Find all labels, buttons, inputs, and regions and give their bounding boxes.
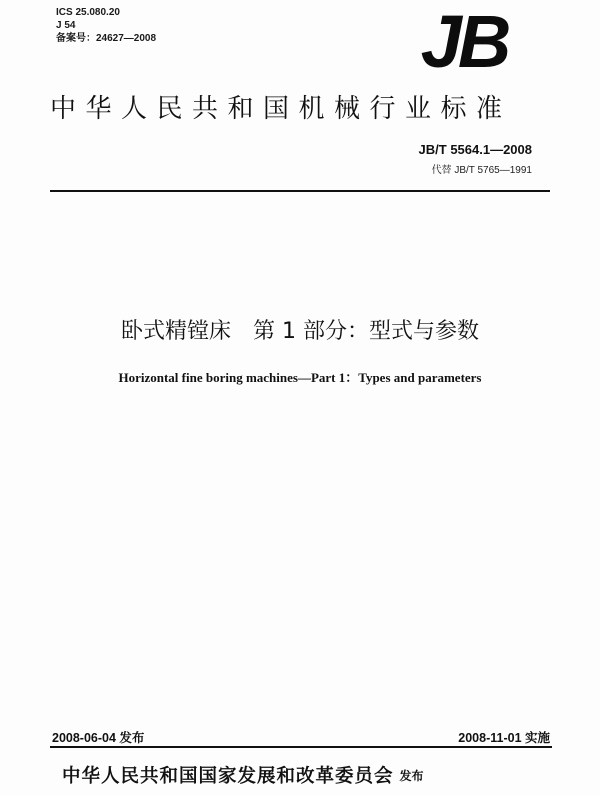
standard-number: JB/T 5564.1—2008: [418, 142, 532, 157]
filing-number: 备案号：24627—2008: [56, 33, 157, 44]
bottom-divider: [50, 746, 552, 748]
replaces-standard: 代替 JB/T 5765—1991: [431, 165, 532, 176]
industry-standard-title: 中华人民共和国机械行业标准: [50, 94, 512, 124]
classification-block: [56, 6, 156, 45]
ics-code: ICS 25.080.20: [56, 7, 120, 18]
top-divider: [50, 190, 550, 192]
english-title: Horizontal fine boring machines—Part 1：Types and parameters: [118, 370, 482, 385]
issue-date: 2008-06-04 发布: [52, 731, 145, 745]
issuer-name: 中华人民共和国国家发展和改革委员会: [62, 766, 394, 787]
issuer-line: [62, 762, 424, 788]
chinese-title: 卧式精镗床 第 1 部分：型式与参数: [121, 319, 479, 344]
jb-logo: JB: [420, 0, 508, 83]
implementation-date: 2008-11-01 实施: [458, 731, 550, 745]
class-code: J 54: [56, 20, 76, 31]
issuer-suffix: 发布: [399, 769, 424, 783]
